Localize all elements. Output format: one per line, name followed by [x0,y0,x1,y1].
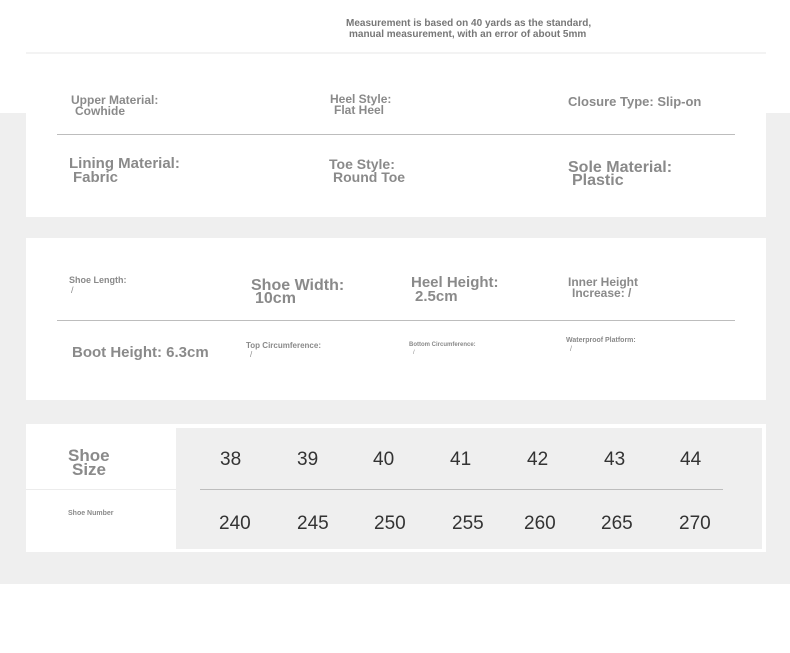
shoe-length-value: / [71,285,74,295]
toe-style-label [329,158,405,184]
note-line-1: Measurement is based on 40 yards as the standard, [346,18,592,29]
inner-height-title: Inner Height [568,275,639,289]
upper-material-value: Cowhide [75,104,125,118]
heel-height-label [411,276,499,304]
number-cell: 250 [374,513,406,534]
heel-style-title: Heel Style: [330,92,392,106]
bottom-circumference-label [409,341,476,357]
closure-type-text: Closure Type: Slip-on [568,94,702,109]
dimensions-divider [57,320,735,321]
waterproof-platform-title: Waterproof Platform: [566,337,636,344]
number-cell: 240 [219,513,251,534]
heel-style-value: Flat Heel [334,103,385,117]
lining-material-title: Lining Material: [69,155,180,172]
materials-divider [57,134,735,135]
size-cell: 41 [450,449,472,470]
heel-height-title: Heel Height: [411,274,499,291]
shoe-number-header-text: Shoe Number [68,510,114,517]
sole-material-value: Plastic [572,172,624,189]
size-cell: 44 [680,449,702,470]
waterproof-platform-label [566,336,636,354]
lining-material-value: Fabric [73,169,119,186]
size-cell: 38 [220,449,242,470]
shoe-width-title: Shoe Width: [251,277,345,294]
note-line-2: manual measurement, with an error of about 5mm [349,29,587,40]
sole-material-title: Sole Material: [568,159,673,176]
upper-material-label [71,95,158,117]
number-cell: 270 [679,513,711,534]
heel-height-value: 2.5cm [415,288,458,305]
boot-height-label [72,345,209,361]
closure-type-label [568,95,701,109]
shoe-number-header [68,509,114,518]
number-cell: 260 [524,513,556,534]
top-circumference-value: / [250,350,253,359]
shoe-length-title: Shoe Length: [69,275,127,285]
toe-style-title: Toe Style: [329,156,395,172]
shoe-width-value: 10cm [255,290,296,307]
size-header-separator [26,489,176,490]
heel-style-label [330,94,391,116]
top-circumference-label [246,341,321,359]
inner-height-value: Increase: / [572,286,632,300]
sole-material-label [568,161,672,187]
bottom-circumference-value: / [413,350,415,356]
number-cell: 255 [452,513,484,534]
measurement-note [346,18,646,40]
shoe-size-header-line2: Size [72,460,107,479]
size-cell: 42 [527,449,549,470]
inner-height-label [568,277,638,299]
bottom-circumference-title: Bottom Circumference: [409,342,476,348]
dimensions-card [26,238,766,400]
size-cell: 39 [297,449,319,470]
size-cell: 40 [373,449,395,470]
shoe-size-header [68,446,110,479]
lining-material-label [69,157,180,185]
boot-height-text: Boot Height: 6.3cm [72,344,209,361]
number-cell: 245 [297,513,329,534]
size-cell: 43 [604,449,626,470]
number-cell: 265 [601,513,633,534]
shoe-width-label [251,279,344,305]
toe-style-value: Round Toe [333,169,406,185]
shoe-size-header-line1: Shoe [68,446,110,465]
upper-material-title: Upper Material: [71,93,159,107]
size-table-divider [200,489,723,490]
top-circumference-title: Top Circumference: [246,341,321,350]
shoe-length-label [69,275,127,295]
waterproof-platform-value: / [570,346,572,353]
